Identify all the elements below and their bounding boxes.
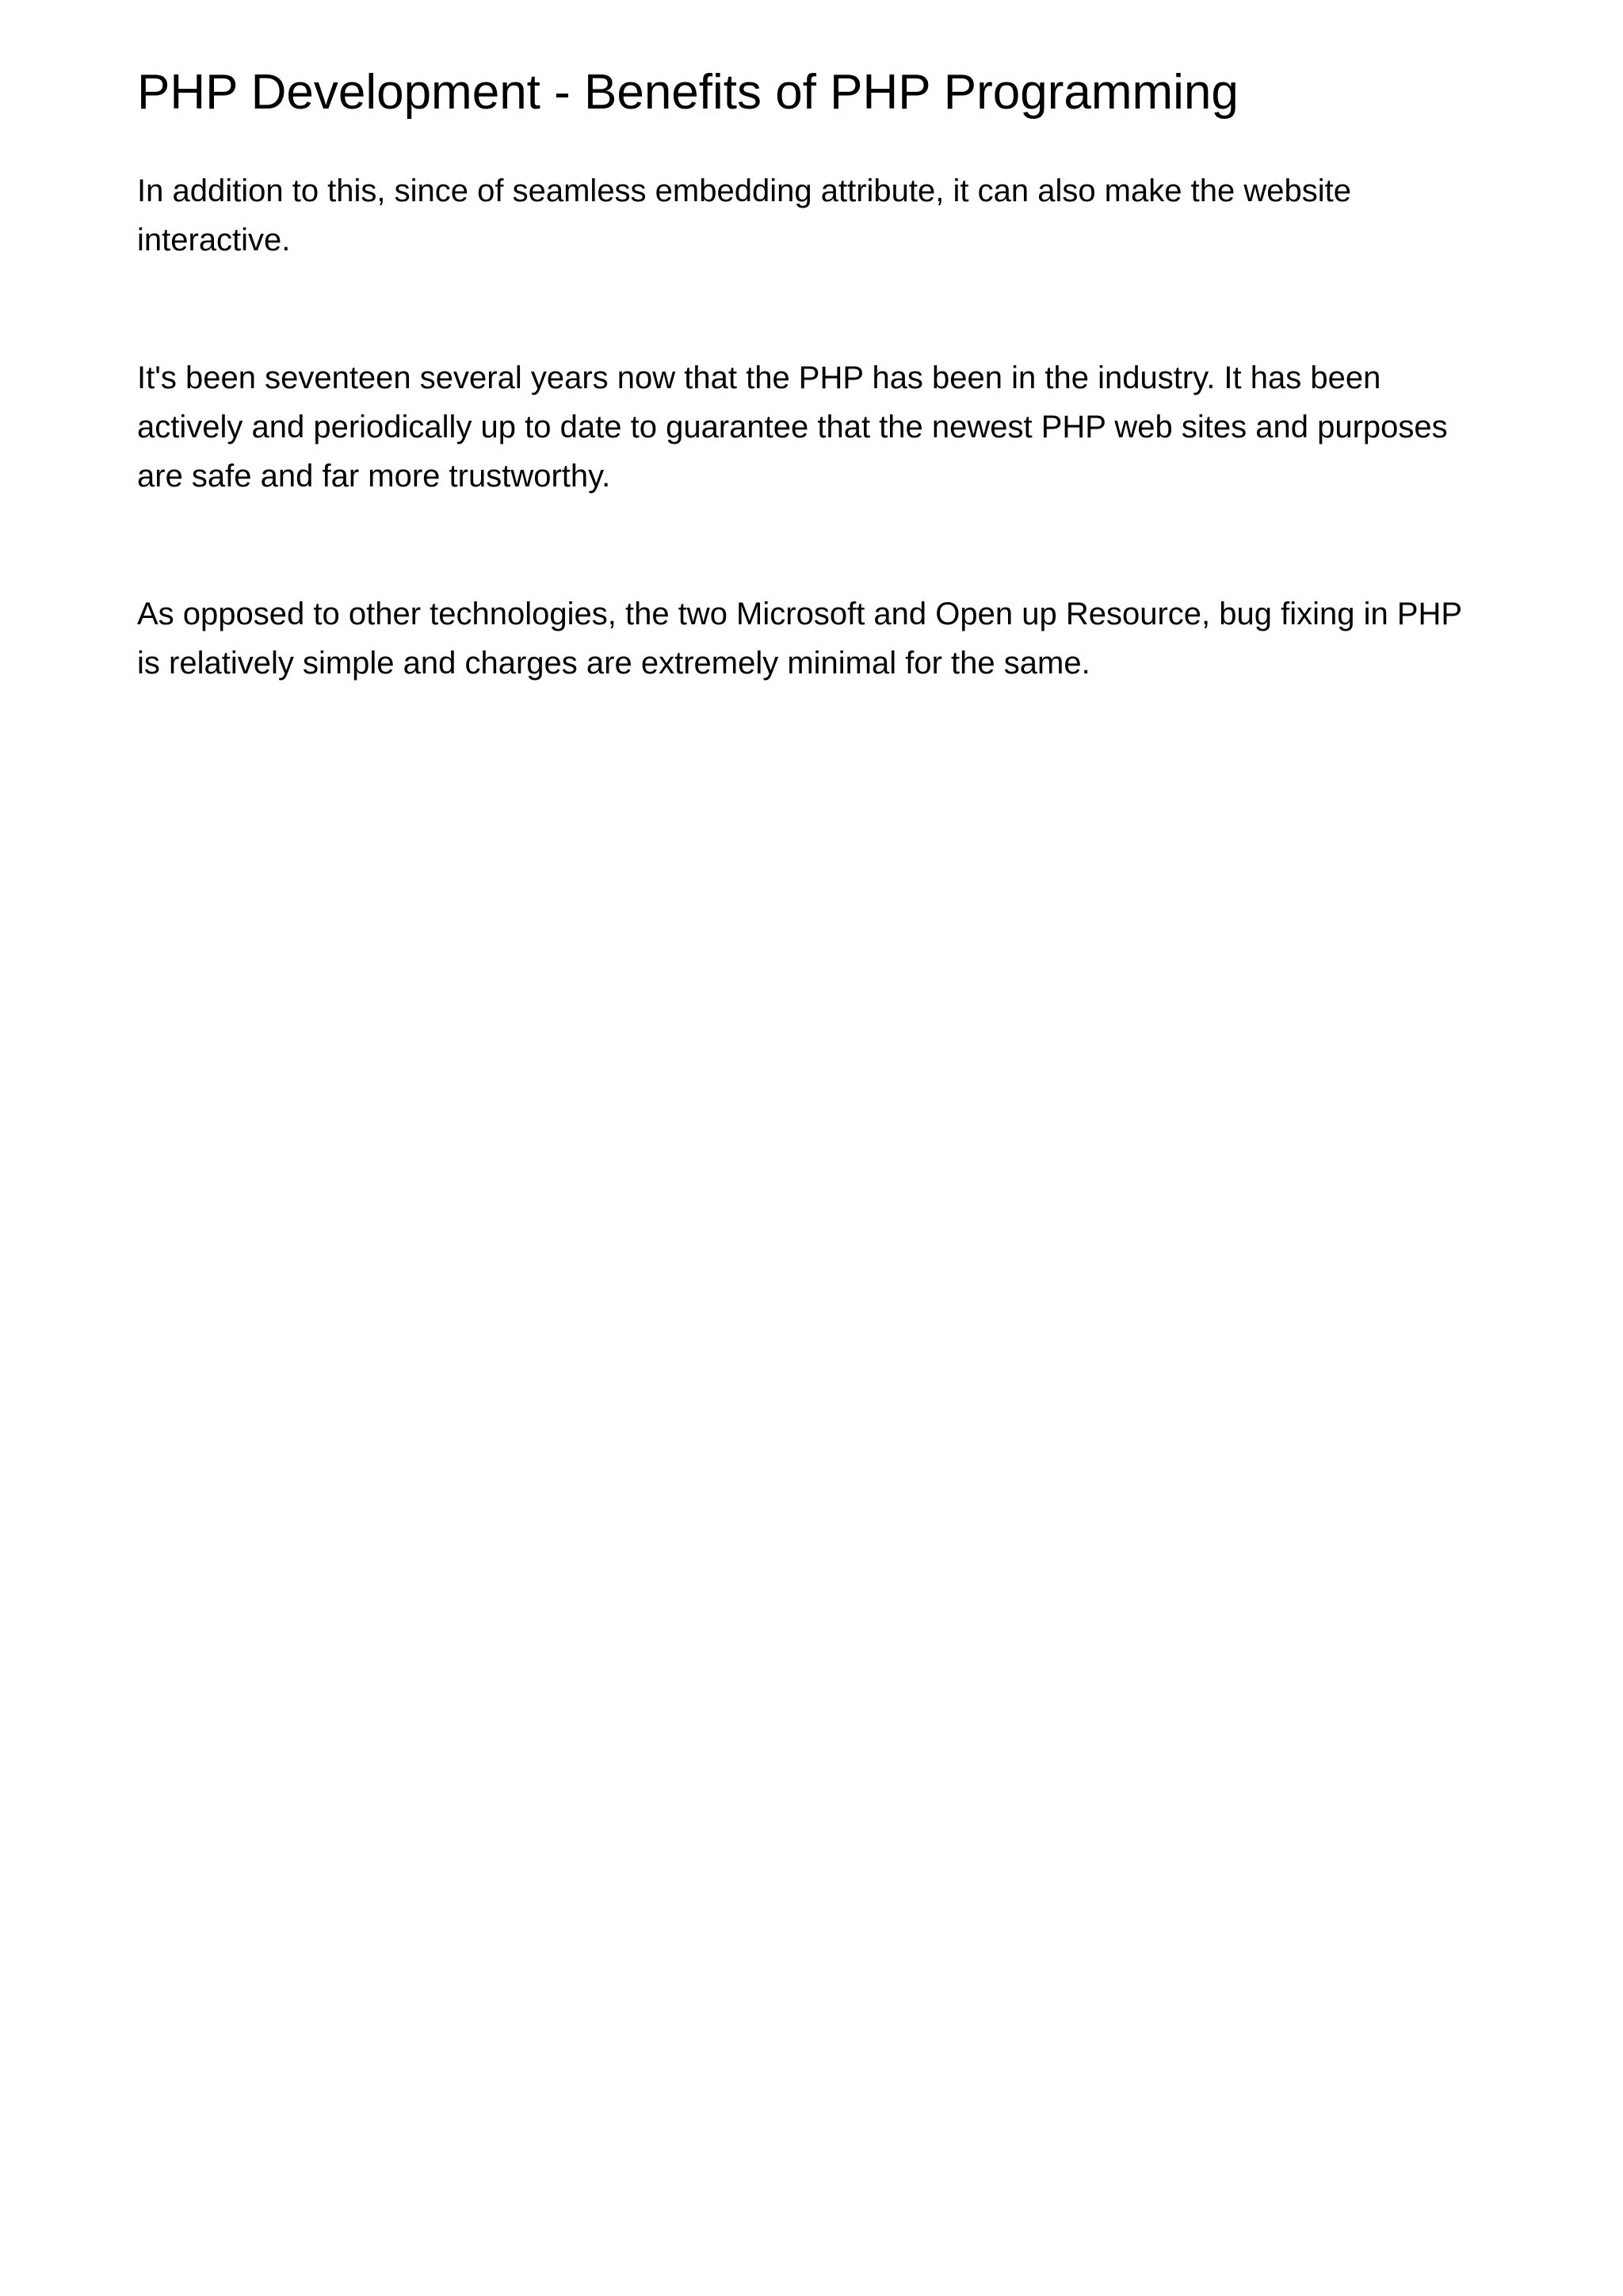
paragraph-1: In addition to this, since of seamless embedding attribute, it can also make the website interactive. (137, 174, 1351, 258)
paragraph-2: It's been seventeen several years now that the PHP has been in the industry. It has been actively and periodically up to date to guarantee that the newest PHP web sites and purposes are safe and far more trustworthy. (137, 360, 1448, 494)
document-body (137, 63, 1484, 688)
page-title: PHP Development - Benefits of PHP Programming (137, 65, 1239, 120)
paragraph-3: As opposed to other technologies, the two Microsoft and Open up Resource, bug fixing in PHP is relatively simple and charges are extremely minimal for the same. (137, 597, 1462, 681)
